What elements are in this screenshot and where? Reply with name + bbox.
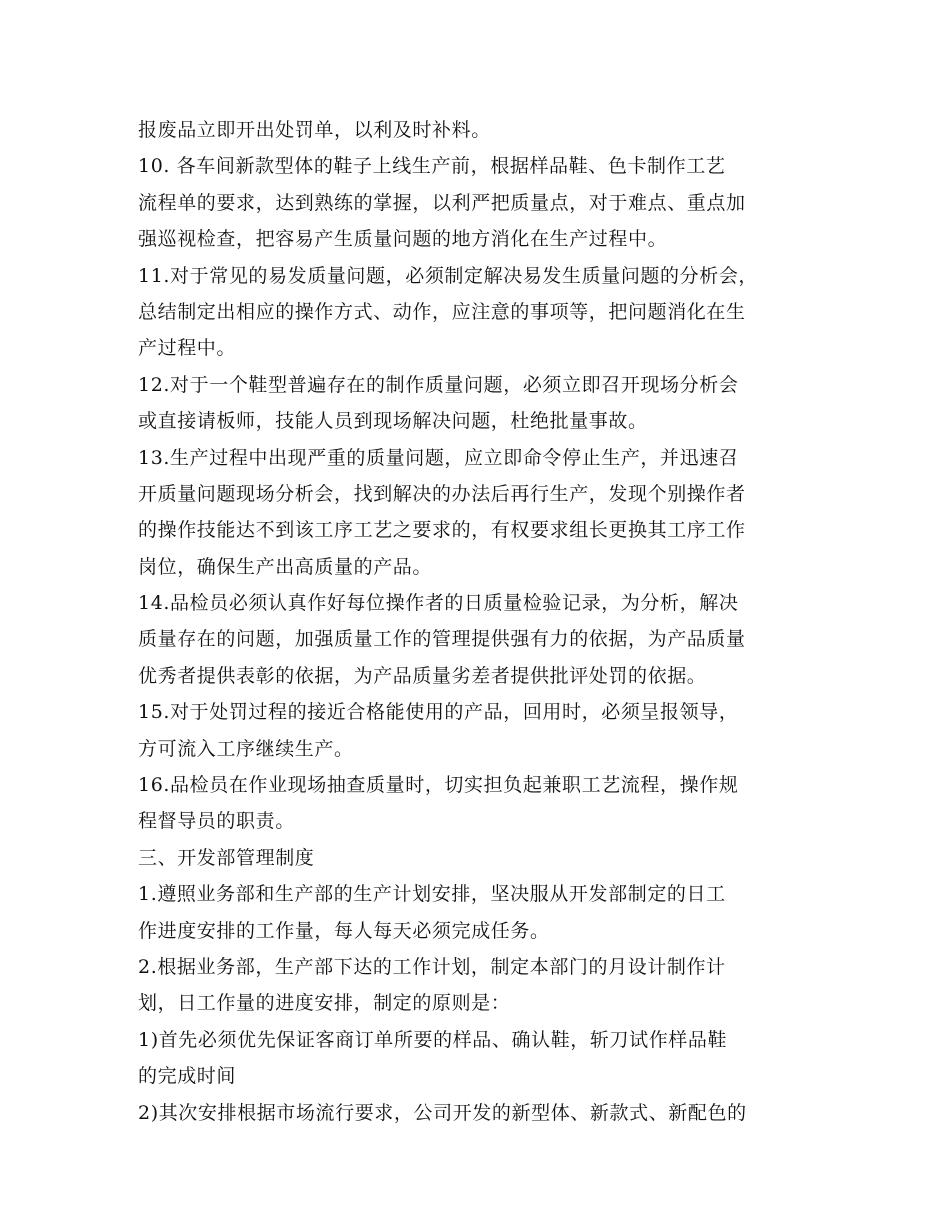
text-line: 1.遵照业务部和生产部的生产计划安排，坚决服从开发部制定的日工: [138, 883, 726, 906]
text-line: 质量存在的问题，加强质量工作的管理提供强有力的依据，为产品质量: [138, 628, 746, 651]
text-line: 优秀者提供表彰的依据，为产品质量劣差者提供批评处罚的依据。: [138, 664, 707, 687]
text-line: 的完成时间: [138, 1065, 237, 1088]
text-line: 岗位，确保生产出高质量的产品。: [138, 555, 433, 578]
text-line: 作进度安排的工作量，每人每天必须完成任务。: [138, 919, 550, 942]
text-line: 总结制定出相应的操作方式、动作，应注意的事项等，把问题消化在生: [138, 300, 746, 323]
text-line: 的操作技能达不到该工序工艺之要求的，有权要求组长更换其工序工作: [138, 519, 746, 542]
text-line: 13.生产过程中出现严重的质量问题，应立即命令停止生产，并迅速召: [138, 446, 739, 469]
text-line: 划，日工作量的进度安排，制定的原则是：: [138, 992, 511, 1015]
text-line: 15.对于处罚过程的接近合格能使用的产品，回用时，必须呈报领导，: [138, 701, 739, 724]
text-line: 强巡视检查，把容易产生质量问题的地方消化在生产过程中。: [138, 228, 668, 251]
text-line: 开质量问题现场分析会，找到解决的办法后再行生产，发现个别操作者: [138, 482, 746, 505]
text-line: 或直接请板师，技能人员到现场解决问题，杜绝批量事故。: [138, 410, 648, 433]
text-line: 16.品检员在作业现场抽查质量时，切实担负起兼职工艺流程，操作规: [138, 774, 739, 797]
text-line: 1)首先必须优先保证客商订单所要的样品、确认鞋，斩刀试作样品鞋: [138, 1028, 728, 1051]
text-line: 2)其次安排根据市场流行要求，公司开发的新型体、新款式、新配色的: [138, 1101, 747, 1124]
document-body: [138, 112, 818, 1131]
text-line: 流程单的要求，达到熟练的掌握，以利严把质量点，对于难点、重点加: [138, 191, 746, 214]
text-line: 14.品检员必须认真作好每位操作者的日质量检验记录，为分析，解决: [138, 592, 739, 615]
text-line: 11.对于常见的易发质量问题，必须制定解决易发生质量问题的分析会，: [138, 264, 759, 287]
text-line: 2.根据业务部，生产部下达的工作计划，制定本部门的月设计制作计: [138, 955, 726, 978]
text-line: 方可流入工序继续生产。: [138, 737, 354, 760]
text-line: 12.对于一个鞋型普遍存在的制作质量问题，必须立即召开现场分析会: [138, 373, 739, 396]
text-line: 10. 各车间新款型体的鞋子上线生产前，根据样品鞋、色卡制作工艺: [138, 155, 726, 178]
text-line: 程督导员的职责。: [138, 810, 295, 833]
text-line: 报废品立即开出处罚单，以利及时补料。: [138, 119, 491, 141]
text-line: 产过程中。: [138, 337, 237, 360]
section-heading: 三、开发部管理制度: [138, 846, 315, 869]
